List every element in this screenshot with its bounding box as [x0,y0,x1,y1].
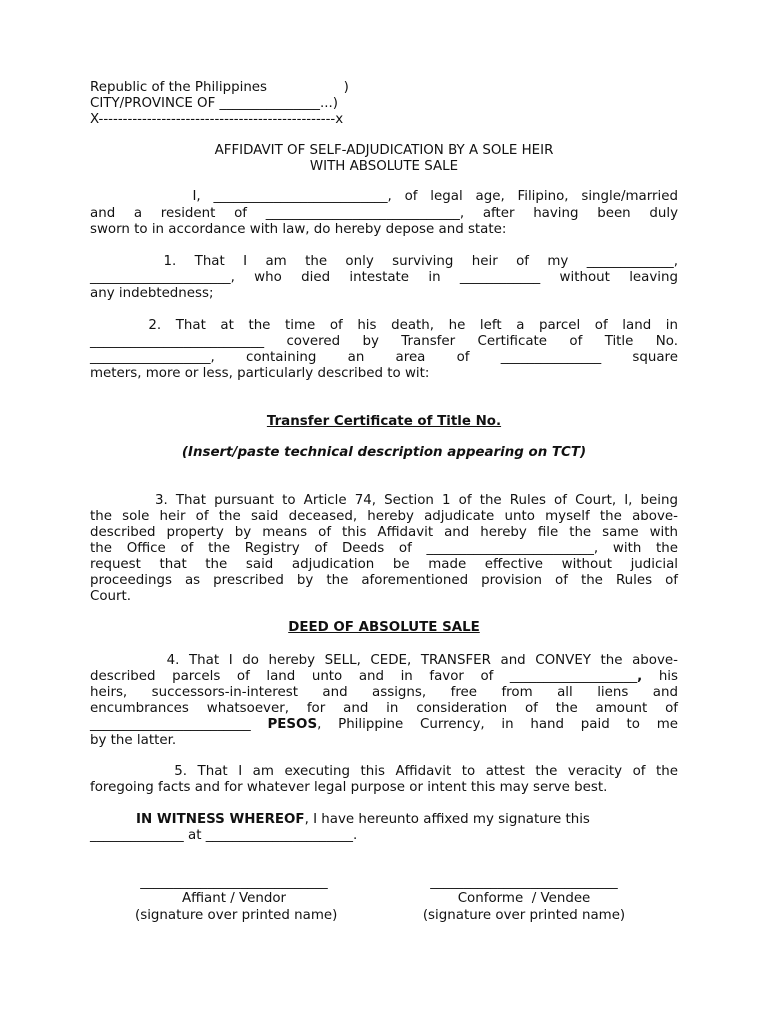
paragraph-4-line-1: 4. That I do hereby SELL, CEDE, TRANSFER and CONVEY the above- [90,653,678,668]
tct-instruction: (Insert/paste technical description appearing on TCT) [181,445,587,460]
intro-line-1: I, __________________________, of legal age, Filipino, single/married [90,189,678,204]
witness-line-1 [136,812,678,828]
paragraph-3-line-5: request that the said adjudication be made effective without judicial [90,557,678,572]
signature-note-right: (signature over printed name) [422,908,626,923]
paragraph-3-line-1: 3. That pursuant to Article 74, Section 1 of the Rules of Court, I, being [90,493,678,508]
signature-note-left: (signature over printed name) [135,908,338,923]
paragraph-2-line-4: meters, more or less, particularly described to wit: [90,366,430,381]
paragraph-4-line-3: heirs, successors-in-interest and assigns, free from all liens and [90,685,678,700]
paragraph-3-line-7: Court. [90,589,132,604]
paragraph-1-line-2: _____________________, who died intestate in ____________ without leaving [90,270,678,285]
signature-role-left: Affiant / Vendor [181,891,287,906]
intro-line-2: and a resident of _____________________________, after having been duly [90,206,678,221]
paragraph-4-currency: , Philippine Currency, in hand paid to me [317,717,678,732]
paragraph-4-amount-blank: ________________________ [90,717,268,732]
paragraph-4-his: his [642,669,678,684]
pesos-label: PESOS [267,717,318,732]
signature-line-right: ____________________________ [430,875,618,890]
signature-role-right: Conforme / Vendee [457,891,591,906]
tct-heading: Transfer Certificate of Title No. [266,414,502,429]
paragraph-2-line-1: 2. That at the time of his death, he left a parcel of land in [90,318,678,333]
paragraph-3-line-4: the Office of the Registry of Deeds of _________________________, with the [90,541,678,556]
document-title-line-2: WITH ABSOLUTE SALE [309,159,459,174]
witness-rest: , I have hereunto affixed my signature this [304,812,590,827]
paragraph-4-line-6: by the latter. [90,733,177,748]
paragraph-4-line-2 [90,669,678,685]
paragraph-3-line-2: the sole heir of the said deceased, hereby adjudicate unto myself the above- [90,509,678,524]
caption-city-province: CITY/PROVINCE OF _______________...) [90,96,338,111]
signature-line-left: ____________________________ [140,875,328,890]
caption-republic: Republic of the Philippines ) [90,80,349,95]
paragraph-2-line-2: __________________________ covered by Transfer Certificate of Title No. [90,334,678,349]
witness-lead: IN WITNESS WHEREOF [136,812,305,827]
paragraph-1-line-1: 1. That I am the only surviving heir of my _____________, [90,254,678,269]
paragraph-2-line-3: __________________, containing an area of _______________ square [90,350,678,365]
paragraph-4-comma: , [637,669,643,684]
paragraph-4-line-4: encumbrances whatsoever, for and in consideration of the amount of [90,701,678,716]
document-title-line-1: AFFIDAVIT OF SELF-ADJUDICATION BY A SOLE HEIR [214,143,554,158]
witness-line-2: ______________ at ______________________. [90,828,358,843]
caption-separator: X-------------------------------------------------x [90,112,344,127]
paragraph-3-line-3: described property by means of this Affidavit and hereby file the same with [90,525,678,540]
paragraph-1-line-3: any indebtedness; [90,286,214,301]
intro-line-3: sworn to in accordance with law, do hereby depose and state: [90,222,507,237]
paragraph-5-line-1: 5. That I am executing this Affidavit to attest the veracity of the [90,764,678,779]
paragraph-5-line-2: foregoing facts and for whatever legal purpose or intent this may serve best. [90,780,608,795]
paragraph-4-line-2-text: described parcels of land unto and in favor of ___________________ [90,669,638,684]
paragraph-4-line-5 [90,717,678,733]
deed-heading: DEED OF ABSOLUTE SALE [288,620,480,635]
paragraph-3-line-6: proceedings as prescribed by the aforementioned provision of the Rules of [90,573,678,588]
